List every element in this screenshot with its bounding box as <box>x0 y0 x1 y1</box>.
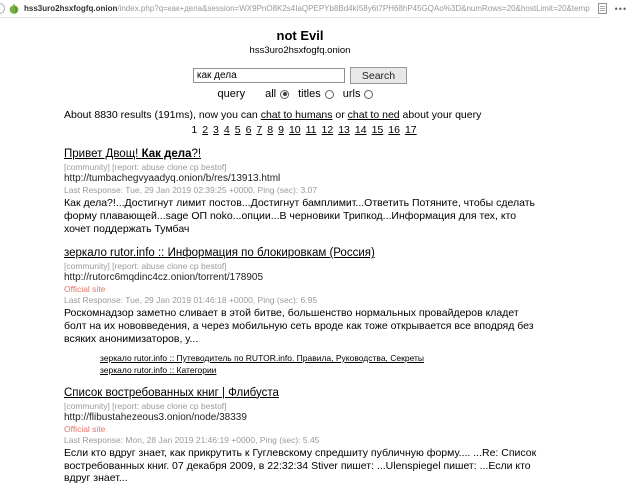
option-all[interactable] <box>265 88 289 100</box>
page-link-1[interactable]: 1 <box>191 124 198 136</box>
search-input[interactable] <box>193 68 345 83</box>
sublink[interactable]: зеркало rutor.info :: Путеводитель по RUTOR.info. Правила, Руководства, Секреты <box>100 352 425 363</box>
official-site-badge: Official site <box>64 423 106 434</box>
or-text: or <box>332 109 348 121</box>
url-bar[interactable] <box>24 4 590 13</box>
result-snippet: Роскомнадзор заметно сливает в этой битве, большенство нормальных провайдеров кладет болт на их нововведения, а через мобильную сеть вроде как тоже открывается все вподряд без всяких анонимизаторов, у... <box>64 307 534 345</box>
url-path: /index.php?q=как+дела&session=WX9PnO8K2s4IaQPEPYb8Bd4kI58y6t7PH68hP45GQAo%3D&numRows=20&hostLimit=20&temp <box>117 4 590 13</box>
last-response: Last Response: Tue, 29 Jan 2019 01:46:18 +0000, Ping (sec): 6.95 <box>64 295 318 306</box>
option-all-label: all <box>265 88 277 100</box>
page-link-15[interactable]: 15 <box>371 124 384 136</box>
page-link-6[interactable]: 6 <box>245 124 252 136</box>
result-title-link[interactable] <box>64 148 544 160</box>
result-url: http://tumbachegvyaadyq.onion/b/res/13913.html <box>64 173 281 184</box>
query-options <box>0 88 600 100</box>
page <box>0 18 600 485</box>
page-link-11[interactable]: 11 <box>305 124 317 136</box>
result-url: http://flibustahezeous3.onion/node/38339 <box>64 411 247 423</box>
page-link-10[interactable]: 10 <box>288 124 301 136</box>
result-sublinks <box>100 353 544 375</box>
title-text: Привет Двощ! <box>64 148 142 160</box>
results-info <box>64 109 544 121</box>
radio-titles[interactable] <box>325 90 334 99</box>
radio-urls[interactable] <box>364 90 373 99</box>
result-meta[interactable]: [community] [report: abuse clone cp bestof] <box>64 261 227 272</box>
official-site-badge: Official site <box>64 284 106 295</box>
reader-mode-icon[interactable] <box>598 3 607 14</box>
results-info-suffix: about your query <box>399 109 482 121</box>
result-snippet: Как дела?!...Достигнут лимит постов...Достигнут бамплимит...Ответить Потяните, чтобы сделать форму плавающей...sage ОП noko...опции...В черновики Трипкод...Информация для тех, кто хочет поддержать Тумбач <box>64 197 536 235</box>
browser-chrome <box>0 0 627 18</box>
result-title-link[interactable] <box>64 387 544 399</box>
pagination <box>64 124 544 136</box>
result-item-2 <box>64 247 544 374</box>
chat-to-ned-link[interactable]: chat to ned <box>347 109 400 121</box>
result-meta[interactable]: [community] [report: abuse clone cp bestof] <box>64 400 227 411</box>
site-title: not Evil <box>276 28 324 43</box>
chat-to-humans-link[interactable]: chat to humans <box>260 109 333 121</box>
sublink[interactable]: зеркало rutor.info :: Категории <box>100 364 217 375</box>
url-domain: hss3uro2hsxfogfq.onion <box>24 4 118 13</box>
result-title-link[interactable] <box>64 247 544 259</box>
page-link-13[interactable]: 13 <box>338 124 350 136</box>
page-link-14[interactable]: 14 <box>354 124 367 136</box>
reload-icon[interactable] <box>0 3 5 14</box>
page-link-8[interactable]: 8 <box>267 124 274 136</box>
page-link-16[interactable]: 16 <box>388 124 400 136</box>
page-link-17[interactable]: 17 <box>404 124 417 136</box>
title-text-end: ?! <box>191 148 202 160</box>
option-titles-label: titles <box>298 88 321 100</box>
results-area <box>64 109 544 485</box>
result-item-3 <box>64 387 544 485</box>
menu-icon[interactable]: ••• <box>614 3 627 14</box>
site-domain: hss3uro2hsxfogfq.onion <box>249 45 351 56</box>
last-response: Last Response: Tue, 29 Jan 2019 02:39:25 +0000, Ping (sec): 3.07 <box>64 185 318 195</box>
page-link-4[interactable]: 4 <box>223 124 230 136</box>
search-form <box>0 67 600 84</box>
title-text: Список востребованных книг | Флибуста <box>64 386 279 399</box>
page-link-2[interactable]: 2 <box>202 124 209 136</box>
page-link-3[interactable]: 3 <box>213 124 219 136</box>
option-urls[interactable] <box>343 88 374 100</box>
onion-icon <box>9 3 19 14</box>
page-link-12[interactable]: 12 <box>321 124 334 136</box>
results-count-text: About 8830 results (191ms), now you can <box>64 109 261 121</box>
option-titles[interactable] <box>298 88 334 100</box>
result-snippet: Если кто вдруг знает, как прикрутить к Гуглевскому спредшиту публичную форму.... ...Re: Список востребованных книг. 07 декабря 2009, в 22:32:34 Stiver пишет: ...Ulenspiegel пишет: ...Если кто вдруг знает... <box>64 446 537 485</box>
radio-all[interactable] <box>280 90 289 99</box>
title-text: зеркало rutor.info :: Информация по блокировкам (Россия) <box>64 247 375 260</box>
result-url: http://rutorc6mqdinc4cz.onion/torrent/178905 <box>64 272 264 284</box>
page-link-7[interactable]: 7 <box>256 124 263 136</box>
last-response: Last Response: Mon, 28 Jan 2019 21:46:19 +0000, Ping (sec): 5.45 <box>64 434 320 445</box>
result-meta[interactable]: [community] [report: abuse clone cp bestof] <box>64 162 227 172</box>
page-link-5[interactable]: 5 <box>234 124 241 136</box>
result-item-1 <box>64 148 544 235</box>
page-link-9[interactable]: 9 <box>278 124 284 136</box>
query-label: query <box>217 88 246 100</box>
title-highlight: Как дела <box>141 148 192 160</box>
option-urls-label: urls <box>342 88 361 100</box>
search-button[interactable]: Search <box>350 67 407 84</box>
